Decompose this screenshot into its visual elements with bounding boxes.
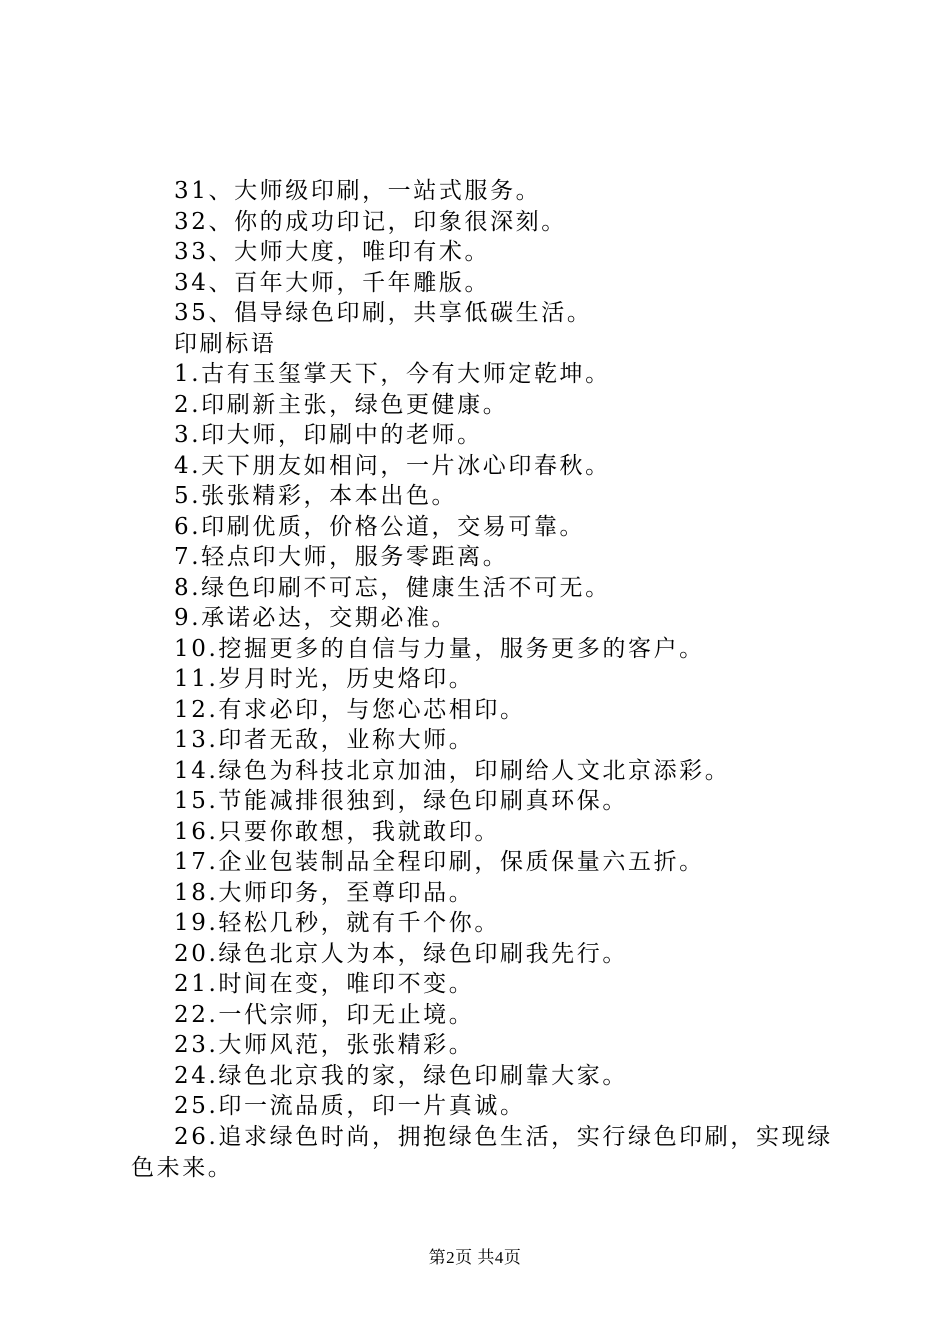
list-item: 33、大师大度，唯印有术。 (174, 239, 491, 265)
slogan-item: 20.绿色北京人为本，绿色印刷我先行。 (174, 940, 628, 967)
slogan-item: 12.有求必印，与您心芯相印。 (174, 696, 526, 723)
slogan-item: 13.印者无敌，业称大师。 (174, 727, 475, 753)
slogan-item: 22.一代宗师，印无止境。 (174, 1001, 475, 1028)
slogan-item: 15.节能减排很独到，绿色印刷真环保。 (174, 788, 628, 814)
list-item: 35、倡导绿色印刷，共享低碳生活。 (174, 300, 593, 326)
section-heading: 印刷标语 (174, 330, 277, 357)
list-item: 32、你的成功印记，印象很深刻。 (174, 208, 567, 235)
slogan-item: 2.印刷新主张，绿色更健康。 (174, 391, 509, 418)
page-footer: 第2页 共4页 (428, 1248, 522, 1267)
slogan-item: 8.绿色印刷不可忘，健康生活不可无。 (174, 574, 611, 601)
list-item: 34、百年大师，千年雕版。 (174, 269, 491, 296)
slogan-item: 18.大师印务，至尊印品。 (174, 879, 475, 906)
slogan-item: 24.绿色北京我的家，绿色印刷靠大家。 (174, 1062, 628, 1089)
slogan-item: 16.只要你敢想，我就敢印。 (174, 818, 500, 845)
slogan-item: 14.绿色为科技北京加油，印刷给人文北京添彩。 (174, 757, 731, 784)
slogan-item: 6.印刷优质，价格公道，交易可靠。 (174, 513, 586, 540)
slogan-item: 25.印一流品质，印一片真诚。 (174, 1093, 526, 1119)
final-paragraph: 26.追求绿色时尚，拥抱绿色生活，实行绿色印刷，实现绿色未来。 (131, 1123, 833, 1181)
slogan-item: 1.古有玉玺掌天下，今有大师定乾坤。 (174, 361, 611, 387)
slogan-item: 3.印大师，印刷中的老师。 (174, 422, 483, 448)
slogan-item: 23.大师风范，张张精彩。 (174, 1032, 475, 1058)
slogan-item: 7.轻点印大师，服务零距离。 (174, 544, 509, 570)
slogan-item: 11.岁月时光，历史烙印。 (174, 666, 475, 692)
slogan-item: 19.轻松几秒，就有千个你。 (174, 910, 500, 936)
slogan-item: 5.张张精彩，本本出色。 (174, 483, 458, 509)
document-body (131, 176, 851, 1184)
slogan-item: 9.承诺必达，交期必准。 (174, 605, 458, 631)
slogan-item: 10.挖掘更多的自信与力量，服务更多的客户。 (174, 635, 705, 662)
list-item: 31、大师级印刷，一站式服务。 (174, 178, 542, 204)
slogan-item: 17.企业包装制品全程印刷，保质保量六五折。 (174, 849, 705, 875)
slogan-item: 4.天下朋友如相问，一片冰心印春秋。 (174, 452, 611, 479)
slogan-item: 21.时间在变，唯印不变。 (174, 971, 475, 997)
